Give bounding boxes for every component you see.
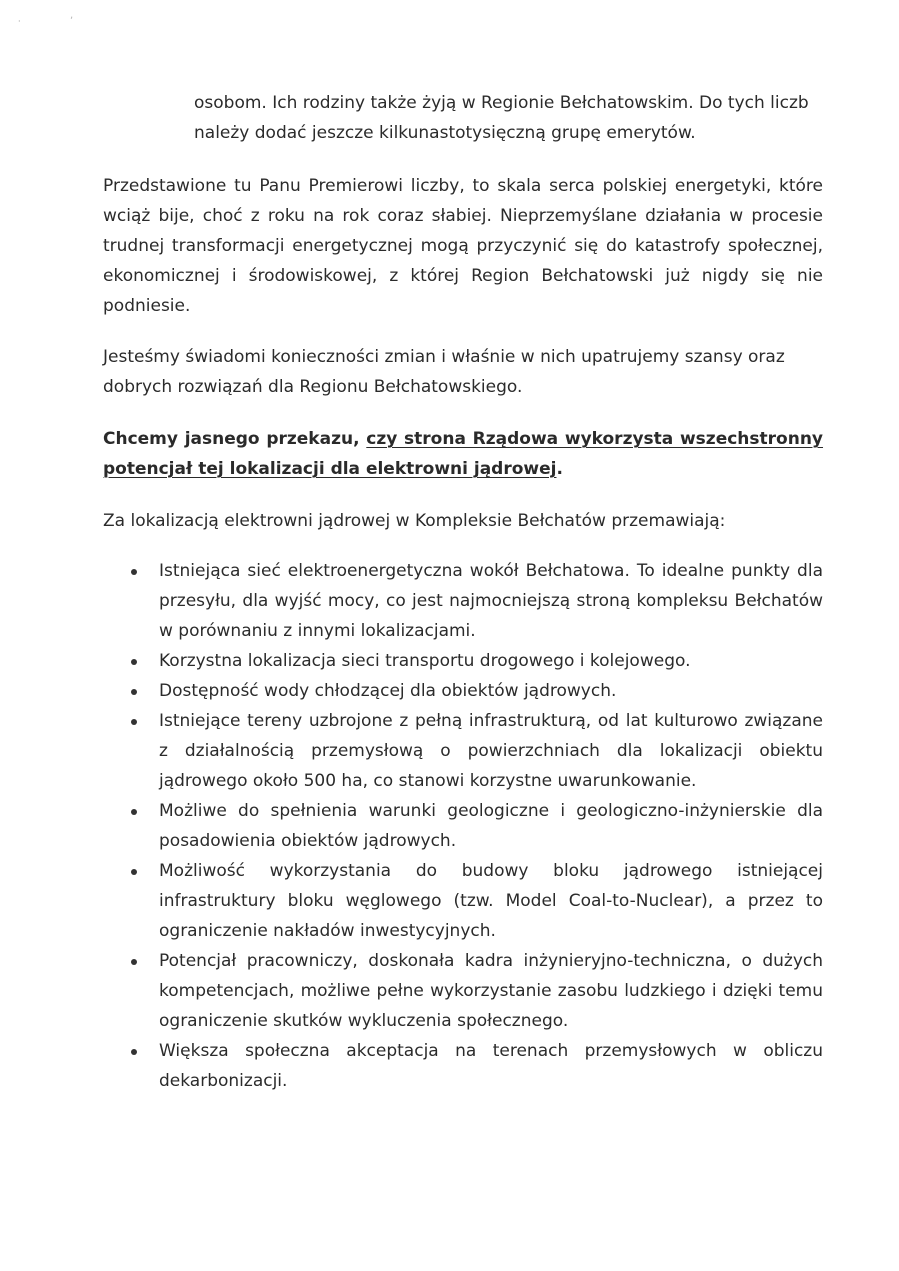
list-item-text: Większa społeczna akceptacja na terenach przemysłowych w obliczu dekarbonizacji. [159, 1041, 823, 1091]
continuation-paragraph: osobom. Ich rodziny także żyją w Regionie Bełchatowskim. Do tych liczb należy dodać jeszcze kilkunastotysięczną grupę emerytów. [194, 93, 809, 143]
reasons-list [103, 556, 823, 1096]
list-item [103, 676, 823, 706]
list-item [103, 946, 823, 1036]
scan-artifact-mark: ⸳ [18, 15, 21, 26]
list-item [103, 796, 823, 856]
bullet-icon [131, 809, 137, 815]
list-item [103, 1036, 823, 1096]
bullet-icon [131, 689, 137, 695]
list-item [103, 556, 823, 646]
emphasis-underlined: czy strona Rządowa wykorzysta wszechstronny potencjał tej lokalizacji dla elektrowni jądrowej [103, 429, 824, 479]
list-item [103, 856, 823, 946]
paragraph-awareness: Jesteśmy świadomi konieczności zmian i właśnie w nich upatrujemy szansy oraz dobrych rozwiązań dla Regionu Bełchatowskiego. [103, 347, 785, 397]
bullet-icon [131, 719, 137, 725]
list-item [103, 706, 823, 796]
emphasis-end: . [556, 459, 563, 479]
bullet-icon [131, 869, 137, 875]
bullet-icon [131, 959, 137, 965]
list-item-text: Istniejące tereny uzbrojone z pełną infrastrukturą, od lat kulturowo związane z działalnością przemysłową o powierzchniach dla lokalizacji obiektu jądrowego około 500 ha, co stanowi korzystne uwarunkowanie. [159, 711, 823, 791]
scan-artifact-mark: , [70, 10, 74, 21]
list-item-text: Istniejąca sieć elektroenergetyczna wokół Bełchatowa. To idealne punkty dla przesyłu, dla wyjść mocy, co jest najmocniejszą stroną kompleksu Bełchatów w porównaniu z innymi lokalizacjami. [159, 561, 823, 641]
bullet-icon [131, 569, 137, 575]
bullet-icon [131, 659, 137, 665]
list-item [103, 646, 823, 676]
emphasis-lead: Chcemy jasnego przekazu, [103, 429, 360, 449]
list-intro: Za lokalizacją elektrowni jądrowej w Kompleksie Bełchatów przemawiają: [103, 511, 726, 531]
list-item-text: Potencjał pracowniczy, doskonała kadra inżynieryjno-techniczna, o dużych kompetencjach, możliwe pełne wykorzystanie zasobu ludzkiego i dzięki temu ograniczenie skutków wykluczenia społecznego. [159, 951, 823, 1031]
paragraph-energy-scale: Przedstawione tu Panu Premierowi liczby, to skala serca polskiej energetyki, które wciąż bije, choć z roku na rok coraz słabiej. Nieprzemyślane działania w procesie trudnej transformacji energetycznej mogą przyczynić się do katastrofy społecznej, ekonomicznej i środowiskowej, z której Region Bełchatowski już nigdy się nie podniesie. [103, 176, 823, 316]
list-item-text: Możliwość wykorzystania do budowy bloku jądrowego istniejącej infrastruktury bloku węglowego (tzw. Model Coal-to-Nuclear), a przez to ograniczenie nakładów inwestycyjnych. [159, 861, 823, 941]
list-item-text: Dostępność wody chłodzącej dla obiektów jądrowych. [159, 681, 617, 701]
list-item-text: Możliwe do spełnienia warunki geologiczne i geologiczno-inżynierskie dla posadowienia obiektów jądrowych. [159, 801, 823, 851]
bullet-icon [131, 1049, 137, 1055]
emphasis-paragraph [103, 424, 823, 484]
list-item-text: Korzystna lokalizacja sieci transportu drogowego i kolejowego. [159, 651, 691, 671]
